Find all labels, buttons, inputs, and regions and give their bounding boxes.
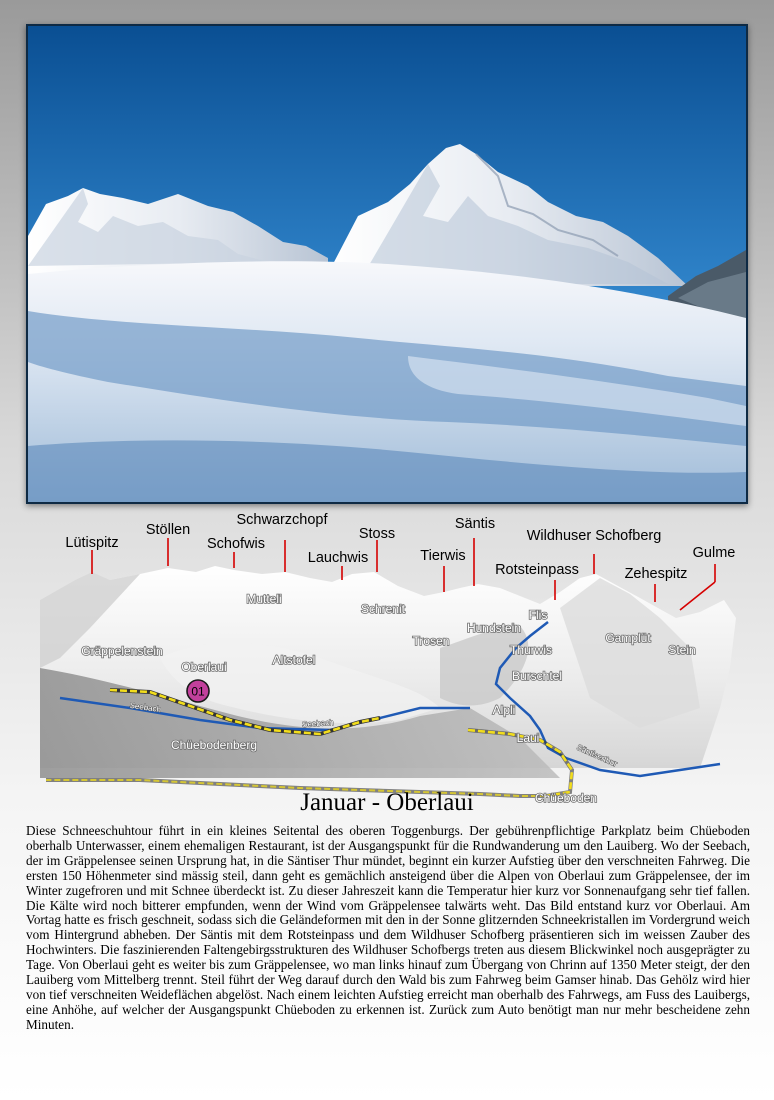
peak-stoss: Stoss <box>358 526 396 542</box>
mountain-photo <box>26 24 748 504</box>
river-label-seebach-2: Seebach <box>301 717 334 730</box>
peak-schwarzchopf: Schwarzchopf <box>236 512 328 528</box>
peak-tierwis: Tierwis <box>420 548 466 564</box>
place-schrenit: Schrenit <box>360 602 406 616</box>
place-mutteli: Mutteli <box>246 592 282 606</box>
peak-rotsteinpass: Rotsteinpass <box>495 562 579 578</box>
place-alpli: Alpli <box>492 703 516 717</box>
place-trosen: Trosen <box>412 634 450 648</box>
river-label-seebach-1: Seebach <box>129 700 162 715</box>
place-chueboden: Chüeboden <box>534 791 598 805</box>
place-oberlaui: Oberlaui <box>181 660 227 674</box>
place-gampluet: Gamplüt <box>605 631 651 645</box>
winter-mountain-photo <box>28 26 746 502</box>
place-altstofel: Altstofel <box>272 653 316 667</box>
peak-saentis: Säntis <box>454 516 496 532</box>
place-flis: Flis <box>528 608 548 622</box>
page-title: Januar - Oberlaui <box>300 789 474 816</box>
river-label-saentiserthur: Säntiserthur <box>575 742 619 769</box>
peak-schofwis: Schofwis <box>206 536 266 552</box>
place-hundstein: Hundstein <box>466 621 522 635</box>
place-stein: Stein <box>668 643 696 657</box>
peak-lauchwis: Lauchwis <box>307 550 369 566</box>
place-burschtel: Burschtel <box>511 669 563 683</box>
place-thurwis: Thurwis <box>509 643 553 657</box>
place-chuebodenberg: Chüebodenberg <box>170 738 258 752</box>
peak-stoellen: Stöllen <box>145 522 191 538</box>
peak-wildhuser-schofberg: Wildhuser Schofberg <box>526 528 662 544</box>
peak-zehespitz: Zehespitz <box>624 566 688 582</box>
start-marker-label: 01 <box>191 684 205 699</box>
place-graeppelenstein: Gräppelenstein <box>81 644 163 658</box>
panorama-map <box>0 508 774 818</box>
peak-gulme: Gulme <box>692 545 736 561</box>
description-text: Diese Schneeschuhtour führt in ein kleines Seitental des oberen Toggenburgs. Der gebührenpflichtige Parkplatz beim Chüeboden oberhalb Unterwasser, einem ehemaligen Restaurant, ist der Ausgangspunkt für die Rundwanderung um den Lauiberg. Wo der Seebach, der im Gräppelensee seinen Ursprung hat, in die Säntiser Thur mündet, beginnt ein kurzer Aufstieg über den verschneiten Fahrweg. Die ersten 150 Höhenmeter sind mässig steil, dann geht es gemächlich ansteigend über die Alpen von Oberlaui zum Gräppelensee, der im Winter zugefroren und mit Schnee überdeckt ist. Zu dieser Jahreszeit kann die Temperatur hier kurz vor Sonnenaufgang sehr tief fallen. Die Kälte wird noch bitterer empfunden, wenn der Wind vom Gräppelensee talwärts weht. Das Bild entstand kurz vor Oberlaui. Am Vortag hatte es frisch geschneit, sodass sich die Geländeformen mit den in der Sonne glitzernden Schneekristallen im Vordergrund weich vom Hintergrund abheben. Der Säntis mit dem Rotsteinpass und dem Wildhuser Schofberg präsentieren sich im weissen Zauber des Hochwinters. Die faszinierenden Faltengebirgsstrukturen des Wildhuser Schofbergs treten aus diesem Blickwinkel noch ausgeprägter zu Tage. Von Oberlaui geht es weiter bis zum Gräppelensee, wo man links hinauf zum Übergang von Chrinn auf 1350 Meter steigt, der den Lauiberg vom Mittelberg trennt. Steil führt der Weg darauf durch den Wald bis zum Fahrweg beim Gamser hinab. Das Gehölz wird hier von tief verschneiten Weideflächen abgelöst. Nach einem leichten Aufstieg erreicht man oberhalb des Fahrwegs, am Fuss des Lauibergs, eine Anhöhe, auf welcher der Ausgangspunkt Chüeboden zu erkennen ist. Zurück zum Auto benötigt man nur mehr bescheidene zehn Minuten. <box>26 823 750 1032</box>
peak-luetispitz: Lütispitz <box>65 535 119 551</box>
place-laui: Laui <box>516 731 540 745</box>
